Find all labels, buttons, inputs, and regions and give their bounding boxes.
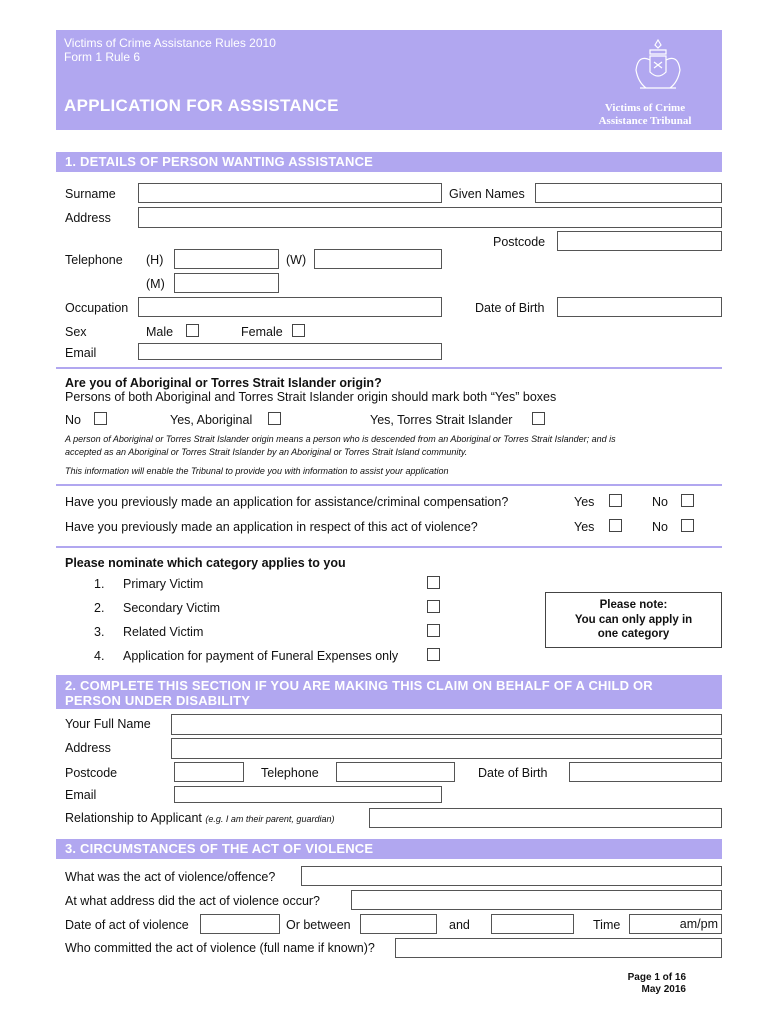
given-names-label: Given Names: [449, 187, 525, 201]
male-checkbox[interactable]: [186, 324, 199, 337]
category-number: 1.: [94, 577, 105, 591]
or-between-label: Or between: [286, 918, 351, 932]
male-label: Male: [146, 325, 174, 339]
origin-info-note: This information will enable the Tribunal to provide you with information to assist your application: [65, 466, 449, 476]
address-field[interactable]: [138, 207, 722, 228]
section-1-heading: 1. DETAILS OF PERSON WANTING ASSISTANCE: [56, 152, 722, 172]
category-funeral-checkbox[interactable]: [427, 648, 440, 661]
full-name-label: Your Full Name: [65, 717, 151, 731]
origin-aboriginal-label: Yes, Aboriginal: [170, 413, 253, 427]
origin-tsi-label: Yes, Torres Strait Islander: [370, 413, 513, 427]
category-heading: Please nominate which category applies to you: [65, 556, 346, 570]
female-label: Female: [241, 325, 283, 339]
rep-postcode-field[interactable]: [174, 762, 244, 782]
between-end-field[interactable]: [491, 914, 574, 934]
offender-label: Who committed the act of violence (full name if known)?: [65, 941, 375, 955]
category-number: 2.: [94, 601, 105, 615]
category-number: 3.: [94, 625, 105, 639]
time-label: Time: [593, 918, 621, 932]
surname-field[interactable]: [138, 183, 442, 203]
page-title: APPLICATION FOR ASSISTANCE: [64, 96, 339, 115]
prev-act-yes-checkbox[interactable]: [609, 519, 622, 532]
section-3-heading: 3. CIRCUMSTANCES OF THE ACT OF VIOLENCE: [56, 839, 722, 859]
phone-home-field[interactable]: [174, 249, 279, 269]
phone-mobile-label: (M): [146, 277, 165, 291]
rep-address-field[interactable]: [171, 738, 722, 759]
time-field[interactable]: [629, 914, 722, 934]
revision-date: May 2016: [641, 984, 686, 995]
prev-app-yes-checkbox[interactable]: [609, 494, 622, 507]
between-start-field[interactable]: [360, 914, 437, 934]
origin-no-checkbox[interactable]: [94, 412, 107, 425]
divider: [56, 367, 722, 369]
offender-field[interactable]: [395, 938, 722, 958]
category-secondary-checkbox[interactable]: [427, 600, 440, 613]
rep-telephone-field[interactable]: [336, 762, 455, 782]
act-address-label: At what address did the act of violence occur?: [65, 894, 321, 908]
prev-act-yes-label: Yes: [574, 520, 595, 534]
category-primary-checkbox[interactable]: [427, 576, 440, 589]
act-date-field[interactable]: [200, 914, 280, 934]
rep-dob-field[interactable]: [569, 762, 722, 782]
dob-label: Date of Birth: [475, 301, 545, 315]
sex-label: Sex: [65, 325, 87, 339]
postcode-field[interactable]: [557, 231, 722, 251]
phone-work-field[interactable]: [314, 249, 442, 269]
phone-work-label: (W): [286, 253, 307, 267]
form-header: [56, 30, 722, 130]
occupation-label: Occupation: [65, 301, 129, 315]
prev-act-no-label: No: [652, 520, 668, 534]
previous-application-question: Have you previously made an application for assistance/criminal compensation?: [65, 495, 509, 509]
page-footer: [600, 972, 686, 996]
origin-question: Are you of Aboriginal or Torres Strait Islander origin?: [65, 376, 382, 390]
postcode-label: Postcode: [493, 235, 546, 249]
rep-email-label: Email: [65, 788, 97, 802]
category-funeral-label: Application for payment of Funeral Expenses only: [123, 649, 399, 663]
rep-postcode-label: Postcode: [65, 766, 118, 780]
prev-app-no-label: No: [652, 495, 668, 509]
dob-field[interactable]: [557, 297, 722, 317]
coat-of-arms-icon: [628, 36, 688, 96]
relationship-label: Relationship to Applicant (e.g. I am their parent, guardian): [65, 811, 335, 825]
divider: [56, 546, 722, 548]
rep-telephone-label: Telephone: [261, 766, 319, 780]
relationship-field[interactable]: [369, 808, 722, 828]
section-2-heading: 2. COMPLETE THIS SECTION IF YOU ARE MAKING THIS CLAIM ON BEHALF OF A CHILD OR PERSON UNDER DISABILITY: [56, 675, 722, 709]
full-name-field[interactable]: [171, 714, 722, 735]
prev-app-yes-label: Yes: [574, 495, 595, 509]
category-related-checkbox[interactable]: [427, 624, 440, 637]
telephone-label: Telephone: [65, 253, 123, 267]
rep-address-label: Address: [65, 741, 111, 755]
rep-dob-label: Date of Birth: [478, 766, 548, 780]
category-number: 4.: [94, 649, 105, 663]
female-checkbox[interactable]: [292, 324, 305, 337]
origin-note: A person of Aboriginal or Torres Strait Islander origin means a person who is descended from an Aboriginal or Torres Strait Islander; and is: [65, 434, 616, 444]
origin-aboriginal-checkbox[interactable]: [268, 412, 281, 425]
tribunal-name: Victims of Crime Assistance Tribunal: [598, 102, 692, 127]
origin-note: accepted as an Aboriginal or Torres Strait Islander by an Aboriginal or Torres Strait Island community.: [65, 447, 468, 457]
divider: [56, 484, 722, 486]
act-field[interactable]: [301, 866, 722, 886]
rep-email-field[interactable]: [174, 786, 442, 803]
category-note-box: Please note: You can only apply in one category: [545, 592, 722, 648]
act-address-field[interactable]: [351, 890, 722, 910]
category-primary-label: Primary Victim: [123, 577, 204, 591]
origin-tsi-checkbox[interactable]: [532, 412, 545, 425]
category-secondary-label: Secondary Victim: [123, 601, 221, 615]
email-field[interactable]: [138, 343, 442, 360]
form-number: Form 1 Rule 6: [64, 50, 141, 64]
email-label: Email: [65, 346, 97, 360]
phone-home-label: (H): [146, 253, 164, 267]
rules-title: Victims of Crime Assistance Rules 2010: [64, 36, 276, 50]
act-date-label: Date of act of violence: [65, 918, 189, 932]
and-label: and: [449, 918, 470, 932]
origin-no-label: No: [65, 413, 81, 427]
occupation-field[interactable]: [138, 297, 442, 317]
ampm-label: am/pm: [679, 917, 718, 931]
prev-app-no-checkbox[interactable]: [681, 494, 694, 507]
category-related-label: Related Victim: [123, 625, 204, 639]
surname-label: Surname: [65, 187, 116, 201]
origin-subtext: Persons of both Aboriginal and Torres Strait Islander origin should mark both “Yes” boxes: [65, 390, 557, 404]
phone-mobile-field[interactable]: [174, 273, 279, 293]
page-number: Page 1 of 16: [627, 972, 686, 983]
act-question-label: What was the act of violence/offence?: [65, 870, 276, 884]
previous-act-question: Have you previously made an application in respect of this act of violence?: [65, 520, 478, 534]
given-names-field[interactable]: [535, 183, 722, 203]
prev-act-no-checkbox[interactable]: [681, 519, 694, 532]
address-label: Address: [65, 211, 111, 225]
